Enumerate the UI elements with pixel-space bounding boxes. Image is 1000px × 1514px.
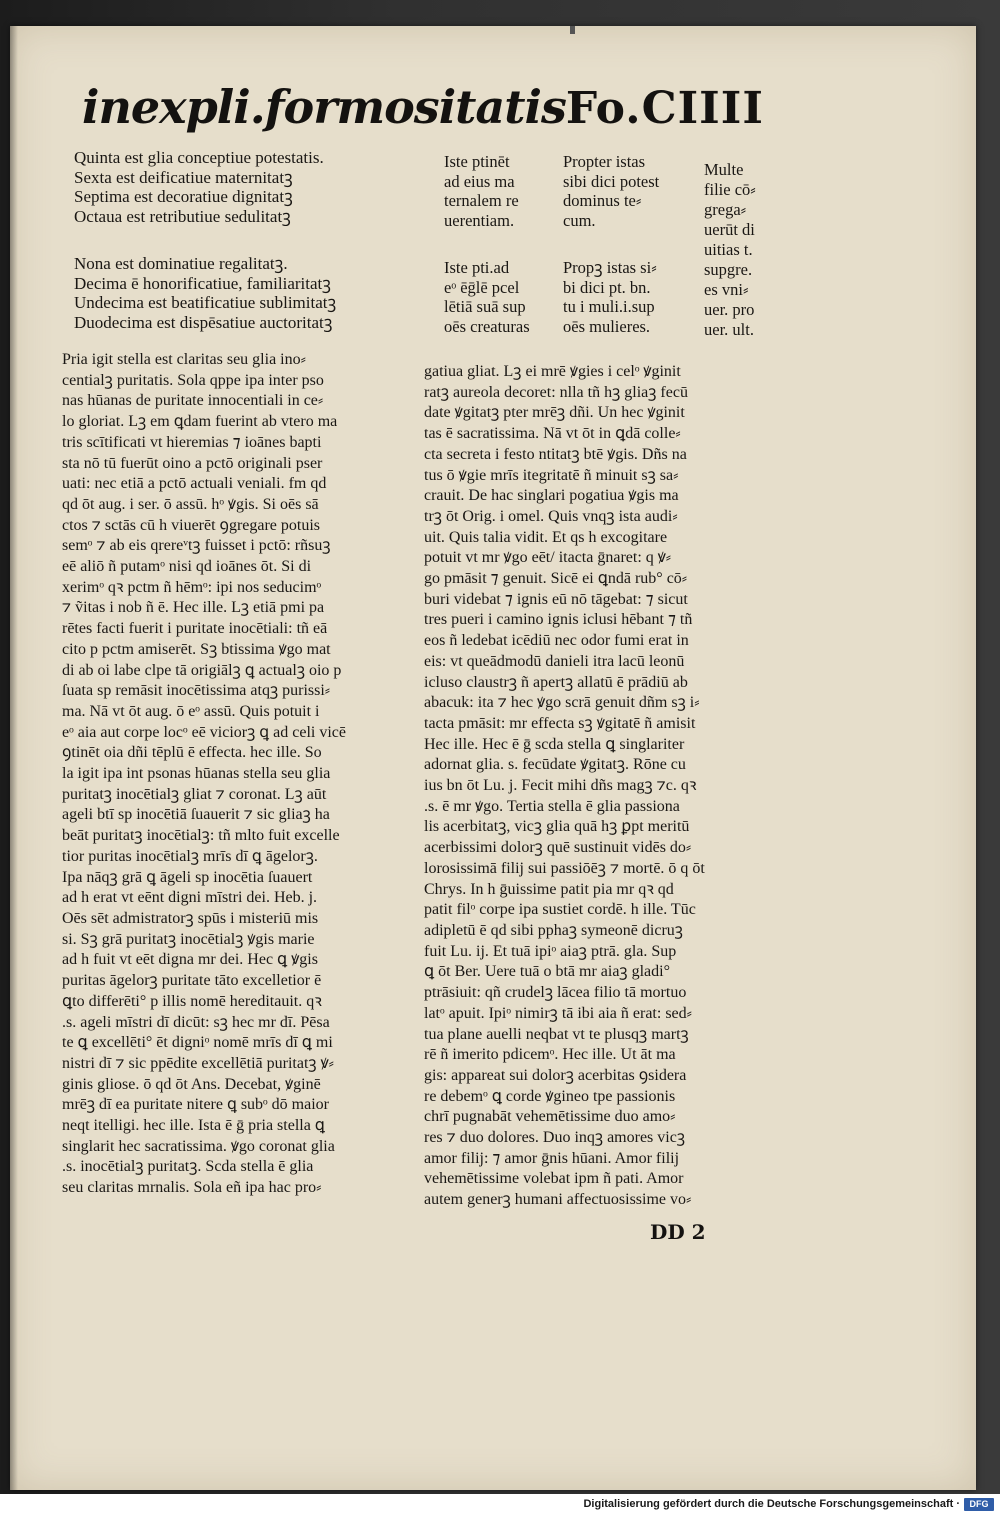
text-line: qd ōt aug. i ser. ō assū. hᵒ ꝟgis. Si oēs sā [62, 495, 319, 513]
text-line: filie cō⸗ [704, 180, 756, 199]
gloss-column-2 [563, 152, 693, 230]
text-line: eᵒ aia aut corpe locᵒ eē viciorꝫ ꝗ ad celi vicē [62, 723, 346, 741]
dfg-logo-icon: DFG [964, 1498, 994, 1511]
text-line: Ipa nāqꝫ grā ꝗ āgeli sp inocētia ſuauert [62, 868, 313, 886]
text-line: .s. inocētialꝫ puritatꝫ. Scda stella ē glia [62, 1158, 314, 1176]
text-line: ſuata sp remāsit inocētissima atqꝫ purissi⸗ [62, 682, 331, 700]
text-line: tres pueri i camino ignis iclusi hēbant ⁊ tñ [424, 611, 693, 629]
text-line: Pria igit stella est claritas seu glia ino⸗ [62, 351, 306, 368]
text-line: puritas āgelorꝫ puritate tāto excelletior ē [62, 972, 322, 990]
gloss-column-4 [444, 258, 556, 336]
text-line: ius bn ōt Lu. j. Fecit mihi dñs magꝫ ⁊c. qꝛ [424, 777, 697, 795]
text-line: uerentiam. [444, 210, 515, 230]
text-line: es vni⸗ [704, 280, 749, 299]
text-line: rē ñ imerito pdicemᵒ. Hec ille. Ut āt ma [424, 1046, 676, 1064]
text-line: Sexta est deificatiue maternitatꝫ [74, 167, 293, 187]
text-line: ctos ⁊ sctās cū h viuerēt ꝯgregare potuis [62, 516, 321, 534]
body-text-right-column [424, 362, 789, 1211]
text-line: di ab oi labe clpe tā origiālꝫ ꝗ actualꝫ oio p [62, 661, 342, 679]
text-line: re debemᵒ ꝗ corde ꝟgineo tpe passionis [424, 1087, 676, 1105]
text-line: beāt puritatꝫ inocētialꝫ: tñ mlto fuit excelle [62, 827, 340, 845]
signature-mark: DD 2 [650, 1220, 706, 1244]
text-line: puritatꝫ inocētialꝫ gliat ⁊ coronat. Lꝫ aūt [62, 785, 327, 803]
gloss-column-1 [444, 152, 556, 230]
text-line: Octaua est retributiue sedulitatꝫ [74, 206, 291, 226]
text-line: tua plane auelli neqbat vt te plusqꝫ martꝫ [424, 1025, 689, 1043]
text-line: autem generꝫ humani affectuosissime vo⸗ [424, 1191, 692, 1209]
text-line: ꝯtinēt oia dñi tēplū ē effecta. hec ille. So [62, 744, 322, 762]
text-line: Propter istas [563, 152, 646, 171]
text-line: singlarit hec sacratissima. ꝟgo coronat glia [62, 1137, 335, 1155]
text-line: vehemētissime volebat ipm ñ pati. Amor [424, 1170, 684, 1188]
text-line: tris scītificati vt hieremias ⁊ ioānes bapti [62, 433, 322, 451]
text-line: xerimᵒ qꝛ pctm ñ hēmᵒ: ipi nos seducimᵒ [62, 578, 322, 596]
text-line: Propꝫ istas si⸗ [563, 258, 657, 277]
text-line: res ⁊ duo dolores. Duo inqꝫ amores vicꝫ [424, 1129, 686, 1147]
footer-credit: Digitalisierung gefördert durch die Deutsche Forschungsgemeinschaft · [583, 1498, 960, 1510]
text-line: uer. pro [704, 300, 755, 319]
text-line: patit filᵒ corpe ipa sustiet cordē. h ille. Tūc [424, 901, 696, 919]
text-line: sibi dici potest [563, 171, 660, 191]
text-line: ptrāsiuit: qñ crudelꝫ lācea filio tā mortuo [424, 984, 687, 1002]
text-line: uer. ult. [704, 320, 754, 339]
text-line: tas ē sacratissima. Nā vt ōt in ꝗdā colle⸗ [424, 425, 681, 443]
page-gutter-shadow [10, 26, 18, 1490]
text-line: lis acerbitatꝫ, vicꝫ glia quā hꝫ ꝑpt meritū [424, 818, 690, 836]
text-line: Iste pti.ad [444, 258, 510, 277]
text-line: tior puritas inocētialꝫ mrīs dī ꝗ āgelorꝫ. [62, 847, 318, 865]
text-line: gatiua gliat. Lꝫ ei mrē ꝟgies i celᵒ ꝟginit [424, 363, 681, 380]
text-line: Hec ille. Hec ē ḡ scda stella ꝗ singlariter [424, 735, 685, 753]
text-line: grega⸗ [704, 200, 747, 219]
text-line: date ꝟgitatꝫ pter mrēꝫ dñi. Un hec ꝟginit [424, 404, 685, 422]
text-line: semᵒ ⁊ ab eis qrereᵛtꝫ fuisset i pctō: rñsuꝫ [62, 537, 331, 555]
text-line: mrēꝫ dī ea puritate nitere ꝗ subᵒ dō maior [62, 1096, 329, 1114]
text-line: gis: appareat sui dolorꝫ acerbitas ꝯsidera [424, 1066, 687, 1084]
text-line: Quinta est glia conceptiue potestatis. [74, 148, 324, 167]
folio-number: Fo.CIIII [565, 83, 764, 134]
text-line: ginis gliose. ō qd ōt Ans. Decebat, ꝟginē [62, 1075, 321, 1093]
digitization-footer [0, 1494, 1000, 1514]
gloss-column-5 [563, 258, 693, 336]
text-line: ⁊ ṽitas i nob ñ ē. Hec ille. Lꝫ etiā pmi pa [62, 599, 325, 617]
text-line: si. Sꝫ grā puritatꝫ inocētialꝫ ꝟgis marie [62, 930, 315, 948]
text-line: Undecima est beatificatiue sublimitatꝫ [74, 293, 337, 312]
text-line: tu i muli.i.sup [563, 297, 655, 316]
text-line: cito p pctm amiserēt. Sꝫ btissima ꝟgo mat [62, 640, 331, 658]
text-line: adornat glia. s. fecūdate ꝟgitatꝫ. Rōne cu [424, 756, 686, 774]
text-line: Septima est decoratiue dignitatꝫ [74, 187, 293, 206]
running-title: inexpli.formositatis [82, 80, 566, 134]
text-line: nas hūanas de puritate innocentiali in ce⸗ [62, 392, 324, 410]
text-line: uati: nec etiā a pctō actuali veniali. fm qd [62, 475, 327, 493]
text-line: tacta pmāsit: mr effecta sꝫ ꝟgitatē ñ amisit [424, 714, 696, 732]
text-line: .s. ē mr ꝟgo. Tertia stella ē glia passiona [424, 797, 680, 815]
text-line: sta nō tū fuerūt oino a pctō originali pser [62, 454, 323, 472]
text-line: neqt itelligi. hec ille. Ista ē ḡ pria stella ꝗ [62, 1117, 325, 1135]
text-line: Decima ē honorificatiue, familiaritatꝫ [74, 273, 331, 293]
text-line: cum. [563, 210, 596, 230]
text-line: uerūt di [704, 220, 755, 239]
text-line: uit. Quis talia vidit. Et qs h excogitare [424, 528, 668, 546]
text-line: Chrys. In h ḡuissime patit pia mr qꝛ qd [424, 880, 674, 898]
text-line: te ꝗ excellēti° ēt digniᵒ nomē mrīs dī ꝗ mi [62, 1034, 333, 1052]
text-line: dominus te⸗ [563, 191, 642, 210]
text-line: ma. Nā vt ōt aug. ō eᵒ assū. Quis potuit i [62, 702, 320, 720]
text-line: lētiā suā sup [444, 297, 526, 316]
text-line: chrī pugnabāt vehemētissime duo amo⸗ [424, 1108, 676, 1126]
text-line: cta secreta i festo ntitatꝫ btē ꝟgis. Dñs na [424, 445, 687, 463]
text-line: ꝗ ōt Ber. Uere tuā o btā mr aiaꝫ gladi° [424, 963, 670, 981]
text-line: oēs mulieres. [563, 316, 651, 336]
text-line: oēs creaturas [444, 316, 530, 336]
text-line: centialꝫ puritatis. Sola qppe ipa inter pso [62, 371, 324, 389]
text-line: acerbissimi dolorꝫ quē sustinuit vidēs do⸗ [424, 839, 692, 857]
text-line: ꝗto differēti° p illis nomē hereditauit. qꝛ [62, 992, 322, 1010]
body-text-left-column [62, 350, 417, 1199]
text-line: ageli btī sp inocētiā ſuauerit ⁊ sic gliaꝫ ha [62, 806, 330, 824]
text-line: nistri dī ⁊ sic ppēdite excellētiā puritatꝫ ꝟ⸗ [62, 1054, 334, 1072]
text-line: adipletū ē qd sibi pphaꝫ symeonē dicruꝫ [424, 921, 683, 939]
virtue-list-a [74, 148, 419, 226]
text-line: Duodecima est dispēsatiue auctoritatꝫ [74, 312, 333, 332]
text-line: potuit vt mr ꝟgo eēt/ itacta ḡnaret: q ꝟ⸗ [424, 549, 672, 567]
text-line: uitias t. [704, 240, 753, 259]
text-line: tus ō ꝟgie mrīs itegritatē ñ minuit sꝫ sa⸗ [424, 466, 679, 484]
text-line: .s. ageli mīstri dī dicūt: sꝫ hec mr dī. Pēsa [62, 1013, 330, 1031]
text-line: lo gloriat. Lꝫ em ꝗdam fuerint ab vtero ma [62, 413, 338, 431]
text-line: trꝫ ōt Orig. i omel. Quis vnqꝫ ista audi⸗ [424, 507, 678, 525]
text-line: lorosissimā filij sui passiōēꝫ ⁊ mortē. ō q ōt [424, 859, 705, 877]
gloss-column-3 [704, 160, 784, 340]
text-line: ad h fuit vt eēt digna mr dei. Hec ꝗ ꝟgis [62, 951, 318, 969]
text-line: go pmāsit ⁊ genuit. Sicē ei ꝗndā rub° cō⸗ [424, 570, 688, 588]
text-line: ratꝫ aureola decoret: nlla tñ hꝫ gliaꝫ fecū [424, 383, 688, 401]
text-line: supgre. [704, 260, 753, 279]
text-line: Multe [704, 160, 744, 179]
text-line: Oēs sēt admistratorꝫ spūs i misteriū mis [62, 909, 319, 927]
binding-mark [570, 26, 575, 34]
virtue-list-b [74, 254, 419, 332]
text-line: eē aliō ñ putamᵒ nisi qd ioānes ōt. Si di [62, 558, 312, 576]
text-line: icluso claustrꝫ ñ apertꝫ allatū ē prādiū ab [424, 673, 688, 691]
text-line: Nona est dominatiue regalitatꝫ. [74, 254, 288, 273]
text-line: buri videbat ⁊ ignis eū nō tāgebat: ⁊ sicut [424, 590, 688, 608]
text-line: Iste ptinēt [444, 152, 510, 171]
text-line: eis: vt queādmodū danieli itra lacū leonū [424, 652, 685, 670]
text-line: crauit. De hac singlari pogatiua ꝟgis ma [424, 487, 679, 505]
page-header [82, 80, 762, 152]
text-line: rētes facti fuerit i puritate inocētiali: tñ eā [62, 620, 328, 638]
text-line: eos ñ ledebat icēdiū nec odor fumi erat in [424, 632, 689, 650]
text-line: latᵒ apuit. Ipiᵒ nimirꝫ tā ibi aia ñ erat: sed⸗ [424, 1004, 692, 1022]
text-line: ternalem re [444, 191, 519, 210]
text-line: bi dici pt. bn. [563, 277, 651, 297]
text-line: amor filij: ⁊ amor ḡnis hūani. Amor filij [424, 1149, 680, 1167]
text-line: fuit Lu. ij. Et tuā ipiᵒ aiaꝫ ptrā. gla. Sup [424, 942, 677, 960]
text-line: eᵒ ēḡlē pcel [444, 277, 520, 297]
text-line: ad eius ma [444, 171, 515, 191]
text-line: la igit ipa int psonas hūanas stella seu glia [62, 765, 331, 783]
text-line: seu claritas mrnalis. Sola eñ ipa hac pro⸗ [62, 1179, 322, 1197]
text-line: abacuk: ita ⁊ hec ꝟgo scrā genuit dñm sꝫ i⸗ [424, 694, 700, 712]
text-line: ad h erat vt eēnt digni mīstri dei. Heb. j. [62, 889, 318, 907]
